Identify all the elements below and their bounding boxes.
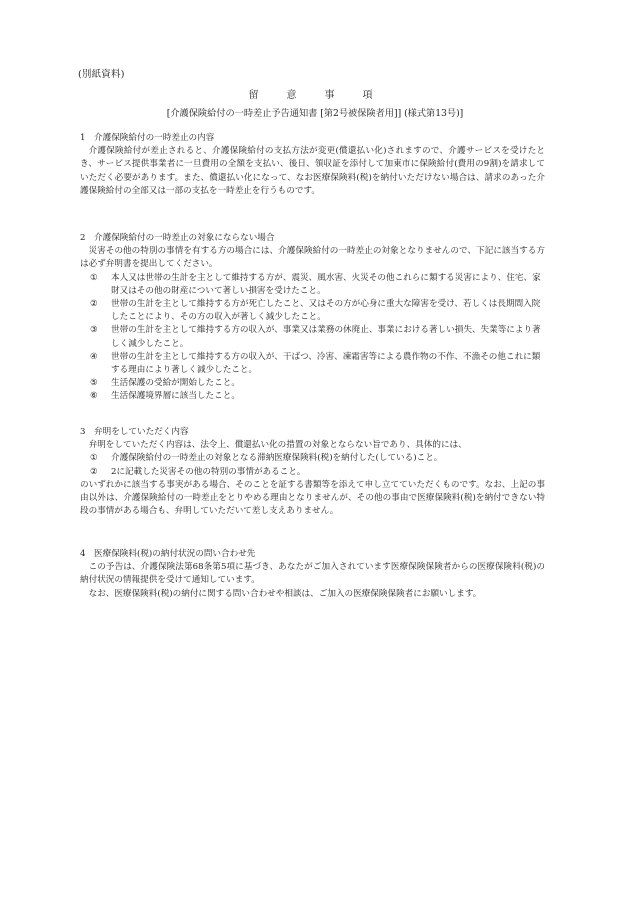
item-text: 本人又は世帯の生計を主として維持する方が、震災、風水害、火災その他これらに類する災害により、住宅、家財又はその他の財産について著しい損害を受けたこと。 — [111, 272, 541, 296]
page-subtitle: [介護保険給付の一時差止予告通知書 [第2号被保険者用]] (様式第13号)] — [166, 108, 464, 119]
section-paragraph: なお、医療保険料(税)の納付に関する問い合わせや相談は、ご加入の医療保険保険者にお願いします。 — [88, 588, 482, 599]
item-text: 生活保護の受給が開始したこと。 — [111, 378, 240, 389]
list-item — [80, 351, 545, 377]
section-heading — [80, 232, 545, 245]
section-heading-text: 医療保険料(税)の納付状況の問い合わせ先 — [94, 549, 256, 559]
list-item — [80, 452, 545, 465]
item-text: 介護保険給付の一時差止の対象となる滞納医療保険料(税)を納付した(している)こと。 — [111, 453, 443, 464]
section-number: 2 — [80, 233, 86, 243]
list-item — [80, 272, 545, 298]
item-text: 世帯の生計を主として維持する方の収入が、干ばつ、冷害、凍霜害等による農作物の不作、不漁その他これに類する理由により著しく減少したこと。 — [111, 351, 541, 376]
section-number: 1 — [80, 133, 86, 143]
item-number: ④ — [90, 351, 98, 362]
item-text: 世帯の生計を主として維持する方が死亡したこと、又はその方が心身に重大な障害を受け、若しくは長期間入院したことにより、その方の収入が著しく減少したこと。 — [111, 299, 541, 323]
section-heading — [80, 426, 545, 439]
list-item — [80, 390, 545, 403]
item-text: 2に記載した災害その他の特別の事情があること。 — [111, 466, 306, 477]
list-item — [80, 298, 545, 324]
section-paragraph: 介護保険給付が差止されると、介護保険給付の支払方法が変更(償還払い化)されますので、介護サービスを受けたとき、サービス提供事業者に一旦費用の全額を支払い、後日、領収証を添付して加東市に保険給付(費用の9割)を請求していただく必要があります。また、償還払い化になって、なお医療保険料(税)を納付いただけない場合は、請求のあった介護保険給付の全部又は一部の支払を一時差止を行うものです。 — [80, 146, 545, 196]
item-number: ⑥ — [90, 391, 98, 402]
list-item — [80, 466, 545, 479]
item-text: 世帯の生計を主として維持する方の収入が、事業又は業務の休廃止、事業における著しい損失、失業等により著しく減少したこと。 — [111, 325, 541, 349]
item-number: ① — [90, 453, 98, 464]
section-number: 3 — [80, 427, 86, 437]
section-4 — [80, 548, 545, 601]
section-heading — [80, 548, 545, 561]
item-number: ⑤ — [90, 378, 98, 389]
section-heading-text: 介護保険給付の一時差止の対象にならない場合 — [94, 233, 275, 243]
section-heading-text: 介護保険給付の一時差止の内容 — [94, 133, 215, 143]
section-closing-paragraph: のいずれかに該当する事実がある場合、そのことを証する書類等を添えて申し立てていただくものです。なお、上記の事由以外は、介護保険給付の一時差止をとりやめる理由となりませんが、その他の事由で医療保険料(税)を納付できない特段の事情がある場合も、弁明していただいて差し支えありません。 — [80, 479, 545, 517]
list-item — [80, 324, 545, 350]
item-text: 生活保護境界層に該当したこと。 — [111, 391, 240, 402]
section-heading-text: 弁明をしていただく内容 — [94, 427, 189, 437]
section-paragraph: 災害その他の特別の事情を有する方の場合には、介護保険給付の一時差止の対象となりませんので、下記に該当する方は必ず弁明書を提出してください。 — [80, 246, 545, 270]
page-title: 留 意 事 項 — [248, 90, 382, 101]
section-paragraph: この予告は、介護保険法第68条第5項に基づき、あなたがご加入されています医療保険保険者からの医療保険料(税)の納付状況の情報提供を受けて通知しています。 — [80, 562, 545, 586]
section-number: 4 — [80, 549, 86, 559]
list-item — [80, 377, 545, 390]
annex-label: (別紙資料) — [78, 69, 125, 80]
item-number: ② — [90, 466, 98, 477]
section-2 — [80, 232, 545, 404]
section-paragraph: 弁明をしていただく内容は、法令上、償還払い化の措置の対象とならない旨であり、具体的には、 — [88, 440, 467, 451]
item-number: ③ — [90, 325, 98, 336]
section-1 — [80, 132, 545, 198]
item-number: ① — [90, 272, 98, 283]
section-heading — [80, 132, 545, 145]
section-3 — [80, 426, 545, 518]
item-number: ② — [90, 299, 98, 310]
